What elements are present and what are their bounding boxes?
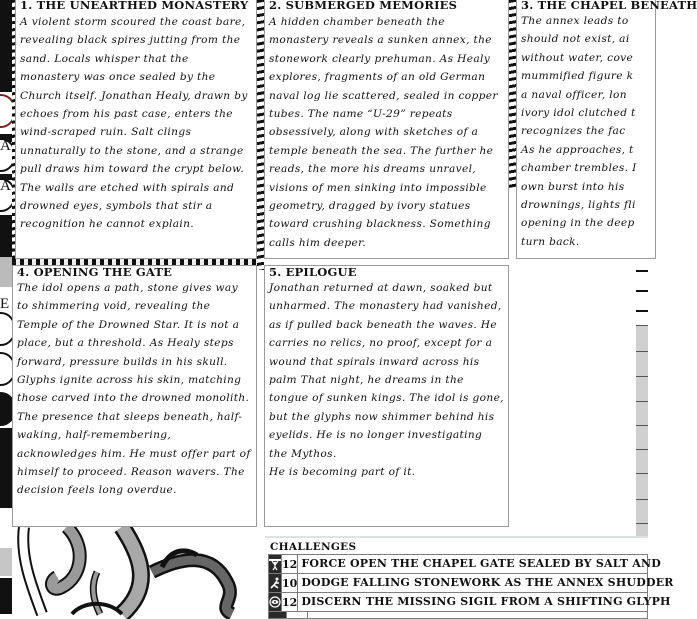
gutter-ornament xyxy=(257,0,264,270)
panel-body: The idol opens a path, stone gives way to shimmering void, revealing the Temple of the Drowned Star. It is not a place, but a threshold. As Healy steps forward, pressure builds in his skull. Glyphs ignite across his skin, matching those carved into the drowned monolith. The presence that sleeps beneath, half-waking, half-remembering, acknowledges him. He must offer part of himself to proceed. Reason wavers. The decision feels long overdue. xyxy=(17,282,251,497)
story-panel-3 xyxy=(516,0,697,259)
panel-body: A hidden chamber beneath the monastery reveals a sunken annex, the stonework clearly prehuman. As Healy explores, fragments of an old German naval log lie scattered, sealed in copper tubes. The name “U-29” repeats obsessively, along with sketches of a temple beneath the sea. The further he reads, the more his dreams unravel, visions of men sinking into impossible geometry, dragged by ivory statues toward crushing blackness. Something calls him deeper. xyxy=(269,16,498,249)
challenges-section xyxy=(265,536,674,616)
panel-title: 2. SUBMERGED MEMORIES xyxy=(269,0,458,12)
challenge-text: FORCE OPEN THE CHAPEL GATE SEALED BY SALT AND xyxy=(301,557,661,570)
eye-icon xyxy=(269,593,282,611)
panel-body: The annex leads to should not exist, ai without water, cove mummified figure k a naval officer, lon ivory idol clutched t recognizes the fac As he approaches, t chamber trembles. I own burst into his drownings, lights fli opening in the deep turn back. xyxy=(521,15,637,248)
panel-title: 5. EPILOGUE xyxy=(269,265,357,279)
panel-title: 1. THE UNEARTHED MONASTERY xyxy=(20,0,249,12)
gutter-ornament xyxy=(509,0,516,190)
challenge-row[interactable] xyxy=(268,592,671,611)
strength-icon xyxy=(269,555,282,573)
story-panel-1 xyxy=(15,0,257,259)
challenge-row-partial xyxy=(268,611,648,619)
left-card-edge: A A E xyxy=(0,0,12,614)
panel-body-closing: He is becoming part of it. xyxy=(269,466,416,479)
challenge-difficulty: 12 xyxy=(282,593,298,611)
panel-body: Jonathan returned at dawn, soaked but unharmed. The monastery had vanished, as if pulled back beneath the waves. He carries no relics, no proof, except for a wound that spirals inward across his palm That night, he dreams in the tongue of sunken kings. The idol is gone, but the glyphs now shimmer behind his eyelids. He is no longer investigating the Mythos. xyxy=(269,282,504,460)
challenge-row[interactable] xyxy=(268,573,674,592)
challenges-title: CHALLENGES xyxy=(270,541,357,553)
challenge-difficulty: 10 xyxy=(282,574,298,592)
story-panel-5 xyxy=(264,265,509,527)
challenge-text: DODGE FALLING STONEWORK AS THE ANNEX SHUDDER xyxy=(301,576,674,589)
agility-icon xyxy=(269,574,282,592)
panel-body: A violent storm scoured the coast bare, revealing black spires jutting from the sand. Locals whisper that the monastery was once sealed by the Church itself. Jonathan Healy, drawn by echoes from his past case, enters the wind-scraped ruin. Salt clings unnaturally to the stone, and a strange pull draws him toward the crypt below. The walls are etched with spirals and drowned eyes, symbols that stir a recognition he cannot explain. xyxy=(20,16,248,231)
challenge-difficulty: 12 xyxy=(282,555,298,573)
tentacle-illustration xyxy=(12,527,262,614)
story-panel-2 xyxy=(264,0,509,259)
story-panel-4 xyxy=(12,265,257,527)
challenge-row[interactable] xyxy=(268,554,661,573)
panel-title: 4. OPENING THE GATE xyxy=(17,265,173,279)
challenge-text: DISCERN THE MISSING SIGIL FROM A SHIFTING GLYPH xyxy=(301,595,671,608)
panel-title: 3. THE CHAPEL BENEATH xyxy=(521,0,697,12)
